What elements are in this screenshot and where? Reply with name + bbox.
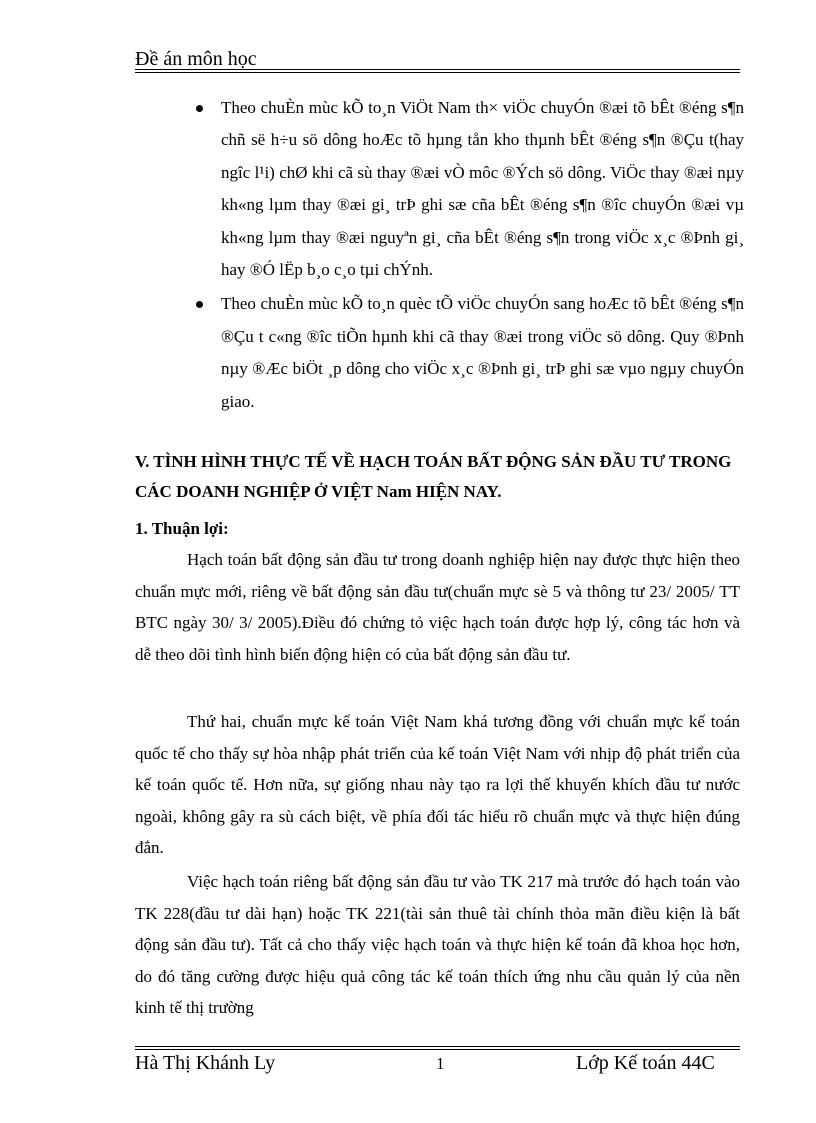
bullet-icon [196, 301, 203, 308]
bullet-list [194, 92, 744, 420]
bullet-item [194, 288, 744, 418]
header-rule-top [135, 69, 740, 70]
bullet-text: Theo chuÈn mùc kÕ to¸n ViÖt Nam th× viÖc chuyÓn ®æi tõ bÊt ®éng s¶n chñ së h÷u sö dông hoÆc tõ hµng tån kho thµnh bÊt ®éng s¶n ®Çu t(hay ngîc l¹i) chØ khi cã sù thay ®æi vÒ môc ®Ých sö dông. ViÖc thay ®æi nµy kh«ng lµm thay ®æi gi¸ trÞ ghi sæ cña bÊt ®éng s¶n ®îc chuyÓn ®æi vµ kh«ng lµm thay ®æi nguyªn gi¸ cña bÊt ®éng s¶n trong viÖc x¸c ®Þnh gi¸ hay ®Ó lËp b¸o c¸o tµi chÝnh. [221, 98, 744, 280]
paragraph: Thứ hai, chuẩn mực kế toán Việt Nam khá tương đồng với chuẩn mực kế toán quốc tế cho thấy sự hòa nhập phát triển của kế toán Việt Nam với nhịp độ phát triển của kế toán quốc tế. Hơn nữa, sự giống nhau này tạo ra lợi thế khuyến khích đầu tư nước ngoài, không gây ra sù cách biệt, về phía đối tác hiểu rõ chuẩn mực và thực hiện đúng đắn. [135, 712, 740, 857]
footer-rule-top [135, 1046, 740, 1047]
section-heading: V. TÌNH HÌNH THỰC TẾ VỀ HẠCH TOÁN BẤT ĐỘNG SẢN ĐẦU TƯ TRONG CÁC DOANH NGHIỆP Ở VIỆT Nam HIỆN NAY. [135, 452, 732, 501]
page-number: 1 [436, 1054, 445, 1073]
sub-heading: 1. Thuận lợi: [135, 519, 229, 538]
footer-rule-bottom [135, 1049, 740, 1050]
header-title: Đề án môn học [135, 48, 257, 70]
header-rule-bottom [135, 72, 740, 73]
paragraph: Hạch toán bất động sản đầu tư trong doanh nghiệp hiện nay được thực hiện theo chuẩn mực mới, riêng về bất động sản đầu tư(chuẩn mực sè 5 và thông tư 23/ 2005/ TT BTC ngày 30/ 3/ 2005).Điều đó chứng tỏ việc hạch toán được hợp lý, công tác hơn và dễ theo dõi tình hình biến động hiện có của bất động sản đầu tư. [135, 550, 740, 664]
bullet-icon [196, 105, 203, 112]
footer-author: Hà Thị Khánh Ly [135, 1052, 276, 1074]
paragraph: Việc hạch toán riêng bất động sản đầu tư vào TK 217 mà trước đó hạch toán vào TK 228(đầu tư dài hạn) hoặc TK 221(tài sản thuê tài chính thỏa mãn điều kiện là bất động sản đầu tư). Tất cả cho thấy việc hạch toán và thực hiện kế toán đã khoa học hơn, do đó tăng cường được hiệu quả công tác kế toán thích ứng nhu cầu quản lý của nền kinh tế thị trường [135, 872, 740, 1017]
bullet-item [194, 92, 744, 286]
footer-class: Lớp Kế toán 44C [576, 1052, 715, 1074]
bullet-text: Theo chuÈn mùc kÕ to¸n quèc tÕ viÖc chuyÓn sang hoÆc tõ bÊt ®éng s¶n ®Çu t c«ng ®îc tiÕn hµnh khi cã thay ®æi trong viÖc sö dông. Quy ®Þnh nµy ®Æc biÖt ¸p dông cho viÖc x¸c ®Þnh gi¸ trÞ ghi sæ vµo ngµy chuyÓn giao. [221, 294, 744, 411]
